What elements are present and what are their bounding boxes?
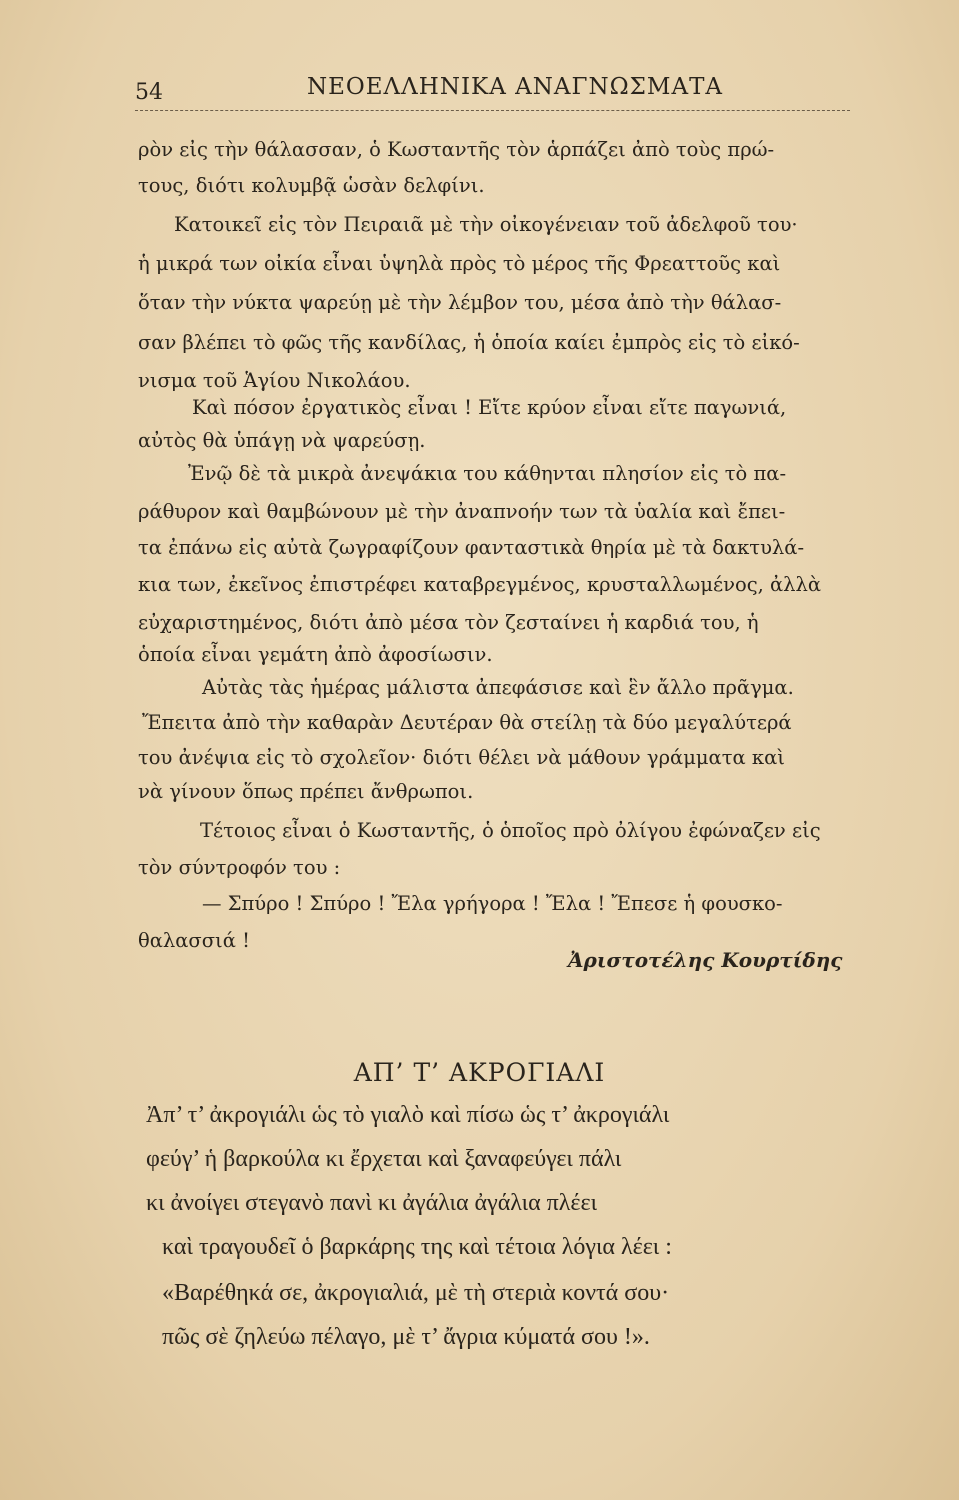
poem-line: «Βαρέθηκά σε, ἀκρογιαλιά, μὲ τὴ στεριὰ κοντά σου· bbox=[162, 1280, 670, 1306]
prose-line: νὰ γίνουν ὅπως πρέπει ἄνθρωποι. bbox=[138, 780, 474, 803]
prose-line: θαλασσιά ! bbox=[138, 929, 250, 952]
poem-line: κι ἀνοίγει στεγανὸ πανὶ κι ἀγάλια ἀγάλια πλέει bbox=[146, 1190, 598, 1216]
prose-line: κια των, ἐκεῖνος ἐπιστρέφει καταβρεγμένος, κρυσταλλωμένος, ἀλλὰ bbox=[138, 573, 822, 596]
prose-line: ὅταν τὴν νύκτα ψαρεύῃ μὲ τὴν λέμβον του, μέσα ἀπὸ τὴν θάλασ- bbox=[138, 291, 782, 314]
running-head: ΝΕΟΕΛΛΗΝΙΚΑ ΑΝΑΓΝΩΣΜΑΤΑ bbox=[307, 74, 724, 100]
prose-line: Ἐνῷ δὲ τὰ μικρὰ ἀνεψάκια του κάθηνται πλησίον εἰς τὸ πα- bbox=[188, 462, 787, 485]
prose-line: ὁποία εἶναι γεμάτη ἀπὸ ἀφοσίωσιν. bbox=[138, 643, 493, 666]
prose-line: τους, διότι κολυμβᾷ ὡσὰν δελφίνι. bbox=[138, 174, 485, 197]
prose-line: Ἔπειτα ἀπὸ τὴν καθαρὰν Δευτέραν θὰ στείλῃ τὰ δύο μεγαλύτερά bbox=[142, 711, 792, 734]
prose-line: ἡ μικρά των οἰκία εἶναι ὑψηλὰ πρὸς τὸ μέρος τῆς Φρεαττοῦς καὶ bbox=[138, 252, 781, 275]
poem-title: ΑΠ’ Τ’ ΑΚΡΟΓΙΑΛΙ bbox=[353, 1058, 606, 1087]
prose-line: Αὐτὰς τὰς ἡμέρας μάλιστα ἀπεφάσισε καὶ ἓν ἄλλο πρᾶγμα. bbox=[202, 676, 794, 699]
prose-line: αὐτὸς θὰ ὑπάγῃ νὰ ψαρεύσῃ. bbox=[138, 429, 426, 452]
poem-line: πῶς σὲ ζηλεύω πέλαγο, μὲ τ’ ἄγρια κύματά σου !». bbox=[162, 1324, 650, 1350]
poem-line: Ἀπ’ τ’ ἀκρογιάλι ὡς τὸ γιαλὸ καὶ πίσω ὡς τ’ ἀκρογιάλι bbox=[146, 1102, 670, 1128]
poem-line: φεύγ’ ἡ βαρκούλα κι ἔρχεται καὶ ξαναφεύγει πάλι bbox=[146, 1146, 622, 1172]
header-rule bbox=[135, 110, 850, 111]
prose-line: τα ἐπάνω εἰς αὐτὰ ζωγραφίζουν φανταστικὰ θηρία μὲ τὰ δακτυλά- bbox=[138, 536, 805, 559]
page-header bbox=[135, 68, 855, 108]
prose-line: ράθυρον καὶ θαμβώνουν μὲ τὴν ἀναπνοήν των τὰ ὑαλία καὶ ἔπει- bbox=[138, 500, 786, 523]
author-signature: Ἀριστοτέλης Κουρτίδης bbox=[568, 948, 843, 972]
prose-line: νισμα τοῦ Ἁγίου Νικολάου. bbox=[138, 369, 411, 392]
poem-line: καὶ τραγουδεῖ ὁ βαρκάρης της καὶ τέτοια λόγια λέει : bbox=[162, 1234, 672, 1260]
prose-line: Καὶ πόσον ἐργατικὸς εἶναι ! Εἴτε κρύον εἶναι εἴτε παγωνιά, bbox=[192, 396, 787, 419]
prose-line: — Σπύρο ! Σπύρο ! Ἔλα γρήγορα ! Ἔλα ! Ἔπεσε ἡ φουσκο- bbox=[202, 892, 783, 915]
prose-line: εὐχαριστημένος, διότι ἀπὸ μέσα τὸν ζεσταίνει ἡ καρδιά του, ἡ bbox=[138, 611, 759, 634]
page-number: 54 bbox=[135, 80, 163, 105]
prose-line: σαν βλέπει τὸ φῶς τῆς κανδίλας, ἡ ὁποία καίει ἐμπρὸς εἰς τὸ εἰκό- bbox=[138, 331, 800, 354]
prose-line: Τέτοιος εἶναι ὁ Κωσταντῆς, ὁ ὁποῖος πρὸ ὀλίγου ἐφώναζεν εἰς bbox=[200, 819, 821, 842]
prose-line: του ἀνέψια εἰς τὸ σχολεῖον· διότι θέλει νὰ μάθουν γράμματα καὶ bbox=[138, 746, 785, 769]
prose-line: ρὸν εἰς τὴν θάλασσαν, ὁ Κωσταντῆς τὸν ἁρπάζει ἀπὸ τοὺς πρώ- bbox=[138, 138, 775, 161]
prose-line: Κατοικεῖ εἰς τὸν Πειραιᾶ μὲ τὴν οἰκογένειαν τοῦ ἀδελφοῦ του· bbox=[174, 213, 798, 236]
prose-line: τὸν σύντροφόν του : bbox=[138, 856, 341, 879]
